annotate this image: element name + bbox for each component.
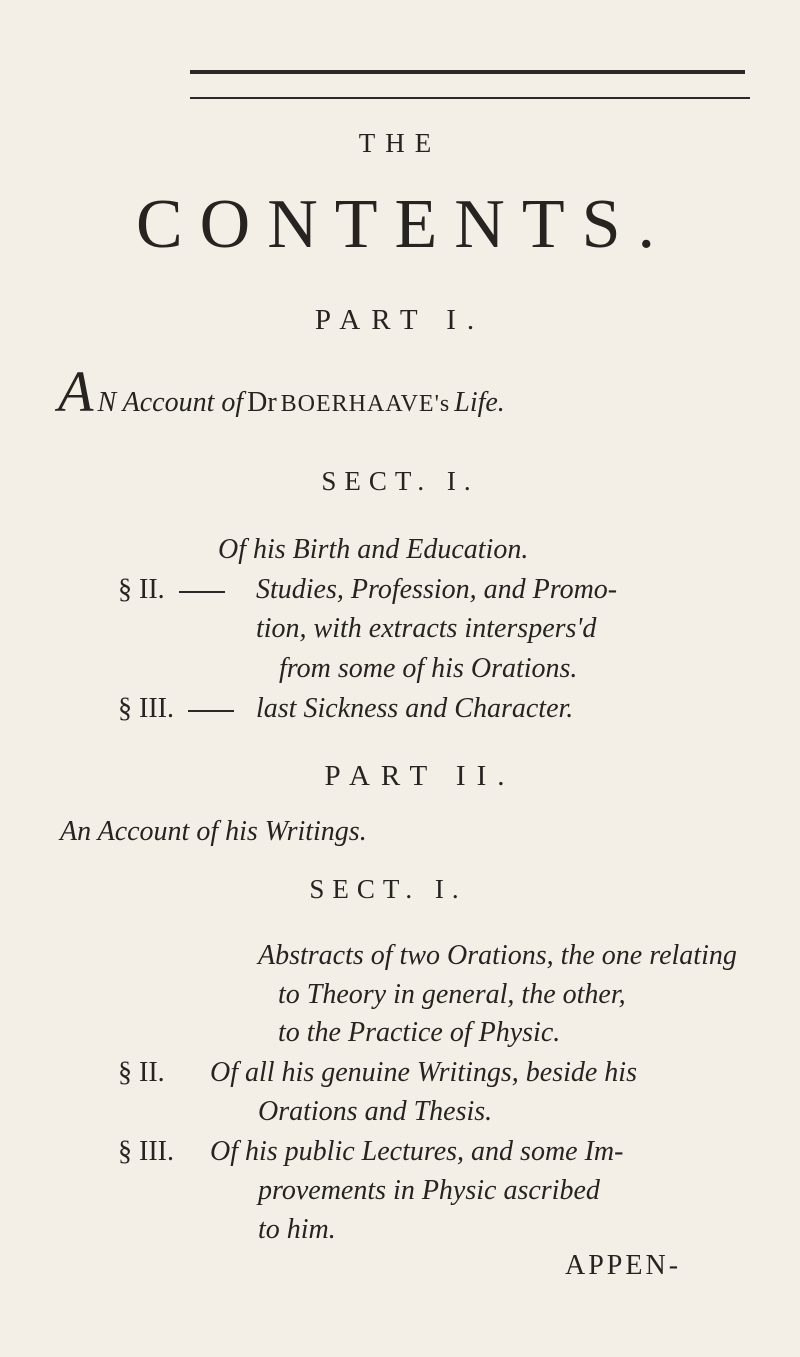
p2-sect1-line2: to Theory in general, the other,	[278, 979, 626, 1010]
p1-sect2-line1: Studies, Profession, and Promo-	[256, 574, 618, 605]
top-rule-thick	[190, 70, 745, 74]
title-post: Life.	[454, 387, 505, 418]
p1-sect2-line3: from some of his Orations.	[279, 653, 578, 684]
p2-sect3-num: § III.	[118, 1136, 174, 1167]
part-two-sect-heading: SECT. I.	[309, 874, 467, 904]
leader-dash	[188, 710, 234, 712]
p1-sect1-entry: Of his Birth and Education.	[218, 534, 529, 565]
p1-sect3-num	[118, 693, 246, 725]
p2-sect3-line2: provements in Physic ascribed	[258, 1175, 600, 1206]
p2-sect2-line1: Of all his genuine Writings, beside his	[210, 1057, 637, 1088]
p2-sect1-line3: to the Practice of Physic.	[278, 1017, 561, 1048]
the-heading: THE	[358, 128, 442, 158]
p1-sect3-entry: last Sickness and Character.	[256, 693, 574, 724]
p1-sect2-line2: tion, with extracts interspers'd	[256, 613, 597, 644]
catchword: APPEN-	[565, 1250, 682, 1281]
part-one-sect-heading: SECT. I.	[321, 466, 479, 496]
p2-sect3-line3: to him.	[258, 1214, 336, 1245]
part-two-title: An Account of his Writings.	[60, 816, 367, 847]
drop-initial: A	[58, 359, 94, 424]
part-one-heading: PART I.	[314, 304, 486, 336]
top-rule-thin	[190, 97, 750, 99]
p1-sect3-label: § III.	[118, 693, 174, 724]
title-pre: N Account of	[97, 387, 244, 418]
p2-sect3-line1: Of his public Lectures, and some Im-	[210, 1136, 624, 1167]
leader-dash	[179, 591, 225, 593]
p1-sect2-label: § II.	[118, 574, 165, 605]
p2-sect2-line2: Orations and Thesis.	[258, 1096, 493, 1127]
title-name: BOERHAAVE's	[280, 391, 451, 417]
contents-title: CONTENTS.	[135, 186, 673, 263]
part-two-heading: PART II.	[324, 760, 516, 792]
p2-sect2-num: § II.	[118, 1057, 165, 1088]
p1-sect2-num	[118, 574, 237, 606]
p2-sect1-line1: Abstracts of two Orations, the one relating	[258, 940, 737, 971]
title-dr: Dr	[247, 387, 277, 418]
part-one-title	[58, 358, 505, 425]
